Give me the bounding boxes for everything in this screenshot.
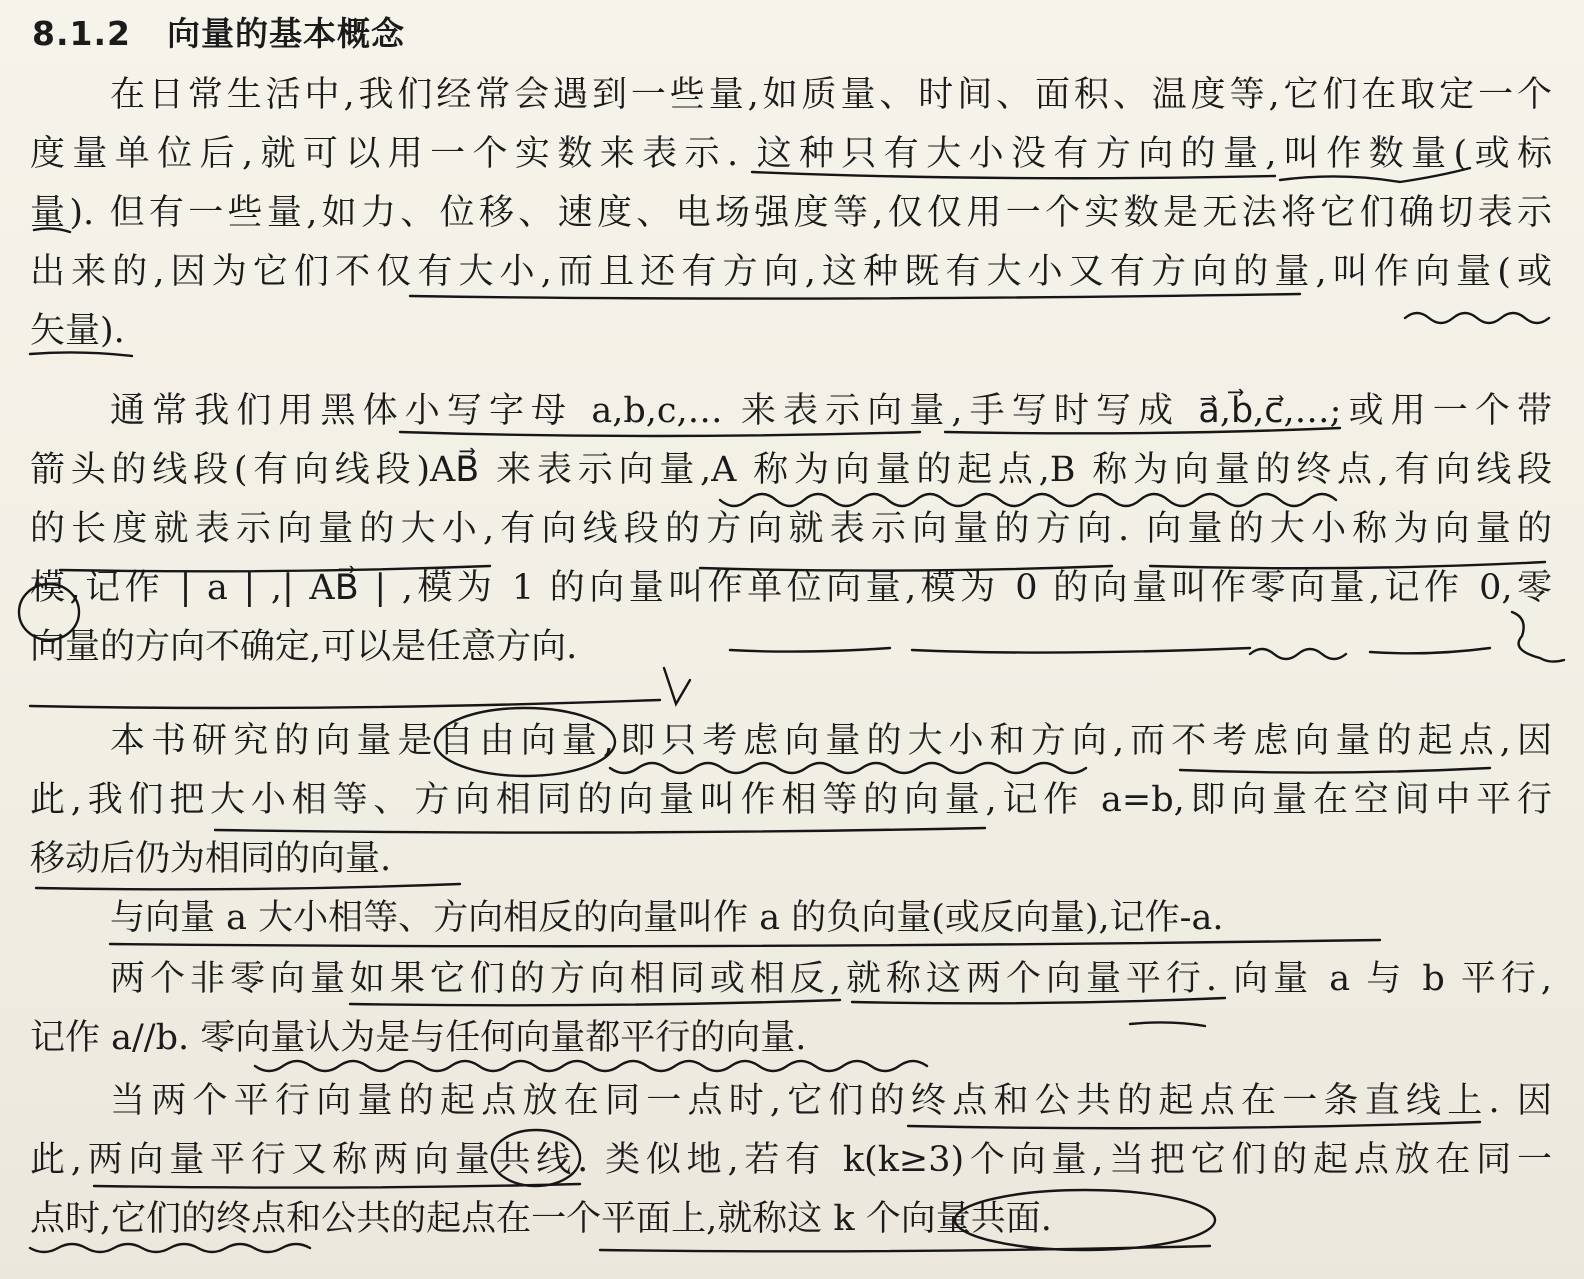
text-line: 移动后仍为相同的向量. [30, 839, 392, 879]
text-line: 此,我们把大小相等、方向相同的向量叫作相等的向量,记作 a=b,即向量在空间中平行 [30, 780, 1552, 820]
text-line: 量). 但有一些量,如力、位移、速度、电场强度等,仅仅用一个实数是无法将它们确切表示 [30, 193, 1552, 233]
text-line: 点时,它们的终点和公共的起点在一个平面上,就称这 k 个向量共面. [30, 1199, 1052, 1239]
text-line: 矢量). [30, 311, 125, 351]
text-line: 在日常生活中,我们经常会遇到一些量,如质量、时间、面积、温度等,它们在取定一个 [110, 75, 1552, 115]
text-line: 记作 a//b. 零向量认为是与任何向量都平行的向量. [30, 1018, 807, 1058]
section-heading [32, 8, 405, 55]
paragraph-scalar-vector [30, 66, 1552, 361]
text-line: 度量单位后,就可以用一个实数来表示. 这种只有大小没有方向的量,叫作数量(或标 [30, 134, 1552, 174]
section-title: 向量的基本概念 [166, 14, 405, 53]
paragraph-free-vector [30, 712, 1552, 889]
text-line: 模,记作 | a | ,| AB⃗ | ,模为 1 的向量叫作单位向量,模为 0 的向量叫作零向量,记作 0,零 [30, 568, 1552, 608]
text-line: 此,两向量平行又称两向量共线. 类似地,若有 k(k≥3)个向量,当把它们的起点放在同一 [30, 1140, 1552, 1180]
text-line: 本书研究的向量是自由向量,即只考虑向量的大小和方向,而不考虑向量的起点,因 [110, 721, 1552, 761]
text-line: 当两个平行向量的起点放在同一点时,它们的终点和公共的起点在一条直线上. 因 [110, 1081, 1552, 1121]
paragraph-notation [30, 382, 1552, 677]
text-line: 两个非零向量如果它们的方向相同或相反,就称这两个向量平行. 向量 a 与 b 平行, [110, 959, 1552, 999]
paragraph-collinear-coplanar [30, 1072, 1552, 1249]
underline-mark [30, 700, 660, 708]
text-line: 出来的,因为它们不仅有大小,而且还有方向,这种既有大小又有方向的量,叫作向量(或 [30, 252, 1552, 292]
text-line: 箭头的线段(有向线段)AB⃗ 来表示向量,A 称为向量的起点,B 称为向量的终点,有向线段 [30, 450, 1552, 490]
paragraph-parallel [30, 950, 1552, 1068]
text-line: 的长度就表示向量的大小,有向线段的方向就表示向量的方向. 向量的大小称为向量的 [30, 509, 1552, 549]
section-number: 8.1.2 [32, 14, 131, 53]
text-line: 与向量 a 大小相等、方向相反的向量叫作 a 的负向量(或反向量),记作-a. [110, 898, 1224, 938]
paragraph-negative-vector [30, 889, 1552, 948]
text-line: 向量的方向不确定,可以是任意方向. [30, 627, 578, 667]
text-line: 通常我们用黑体小写字母 a,b,c,… 来表示向量,手写时写成 a⃗,b⃗,c⃗,…;或用一个带 [110, 391, 1552, 431]
